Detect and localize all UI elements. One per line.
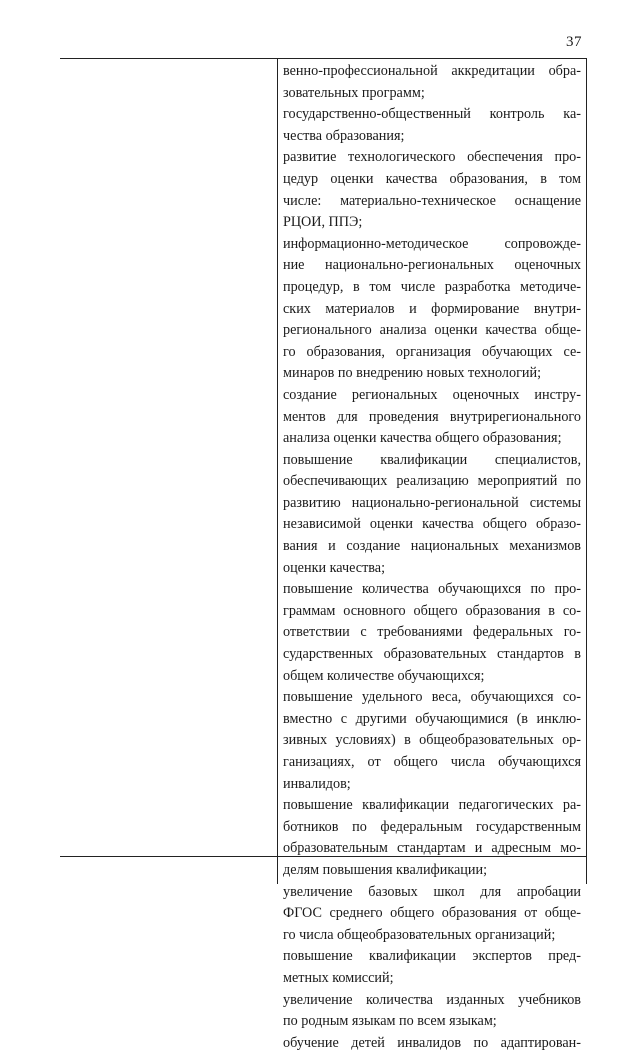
text-line: развитие технологического обеспечения про- (283, 149, 581, 166)
text-line: сударственных образовательных стандартов в (283, 646, 581, 663)
text-line: создание региональных оценочных инстру- (283, 386, 581, 403)
text-line: венно-профессиональной аккредитации обра- (283, 63, 581, 79)
text-line: анализа оценки качества общего образования; (283, 430, 562, 447)
text-line: ментов для проведения внутрирегионального (283, 408, 581, 425)
text-line: зовательных программ; (283, 84, 425, 101)
text-line: государственно-общественный контроль ка- (283, 106, 581, 123)
text-line: образовательным стандартам и адресным мо- (283, 840, 581, 857)
table-cell-right-text (283, 61, 581, 1051)
text-line: информационно-методическое сопровожде- (283, 235, 581, 252)
text-line: вместно с другими обучающимися (в инклю- (283, 710, 581, 727)
text-line: числе: материально-техническое оснащение (283, 192, 581, 209)
text-line: развитию национально-региональной системы (283, 494, 581, 511)
text-line: повышение квалификации педагогических ра- (283, 797, 581, 814)
table-column-divider (277, 58, 278, 884)
text-line: го образования, организация обучающих се- (283, 343, 581, 360)
text-line: независимой оценки качества общего образо- (283, 516, 581, 533)
text-line: граммам основного общего образования в со- (283, 602, 581, 619)
page-number: 37 (566, 34, 582, 50)
text-line: увеличение базовых школ для апробации (283, 883, 581, 900)
text-line: РЦОИ, ППЭ; (283, 214, 363, 231)
table-cell-left-empty (61, 59, 276, 855)
text-line: ганизациях, от общего числа обучающихся (283, 754, 581, 770)
text-line: ских материалов и формирование внутри- (283, 300, 581, 317)
text-line: увеличение количества изданных учебников (283, 991, 581, 1008)
text-line: общем количестве обучающихся; (283, 667, 485, 684)
text-line: зивных условиях) в общеобразовательных ор- (283, 732, 581, 749)
text-line: метных комиссий; (283, 969, 394, 986)
text-line: ФГОС среднего общего образования от обще- (283, 905, 581, 922)
text-line: ние национально-региональных оценочных (283, 257, 581, 274)
text-line: вания и создание национальных механизмов (283, 538, 581, 555)
text-line: чества образования; (283, 127, 405, 144)
text-line: процедур, в том числе разработка методиче- (283, 278, 581, 295)
text-line: по родным языкам по всем языкам; (283, 1013, 497, 1030)
text-line: оценки качества; (283, 559, 386, 576)
text-line: регионального анализа оценки качества обще- (283, 322, 581, 339)
text-line: обеспечивающих реализацию мероприятий по (283, 473, 581, 490)
text-line: минаров по внедрению новых технологий; (283, 365, 542, 382)
text-line: повышение удельного веса, обучающихся со- (283, 689, 581, 706)
text-line: цедур оценки качества образования, в том (283, 170, 581, 187)
text-line: повышение количества обучающихся по про- (283, 581, 581, 598)
text-line: ботников по федеральным государственным (283, 818, 581, 835)
table-border-right (586, 58, 587, 884)
text-line: делям повышения квалификации; (283, 861, 488, 878)
text-line: повышение квалификации экспертов пред- (283, 948, 581, 965)
text-line: обучение детей инвалидов по адаптирован- (283, 1034, 581, 1051)
text-line: го числа общеобразовательных организаций; (283, 926, 556, 943)
text-line: ответствии с требованиями федеральных го- (283, 624, 581, 641)
text-line: инвалидов; (283, 775, 351, 792)
text-line: повышение квалификации специалистов, (283, 451, 581, 468)
